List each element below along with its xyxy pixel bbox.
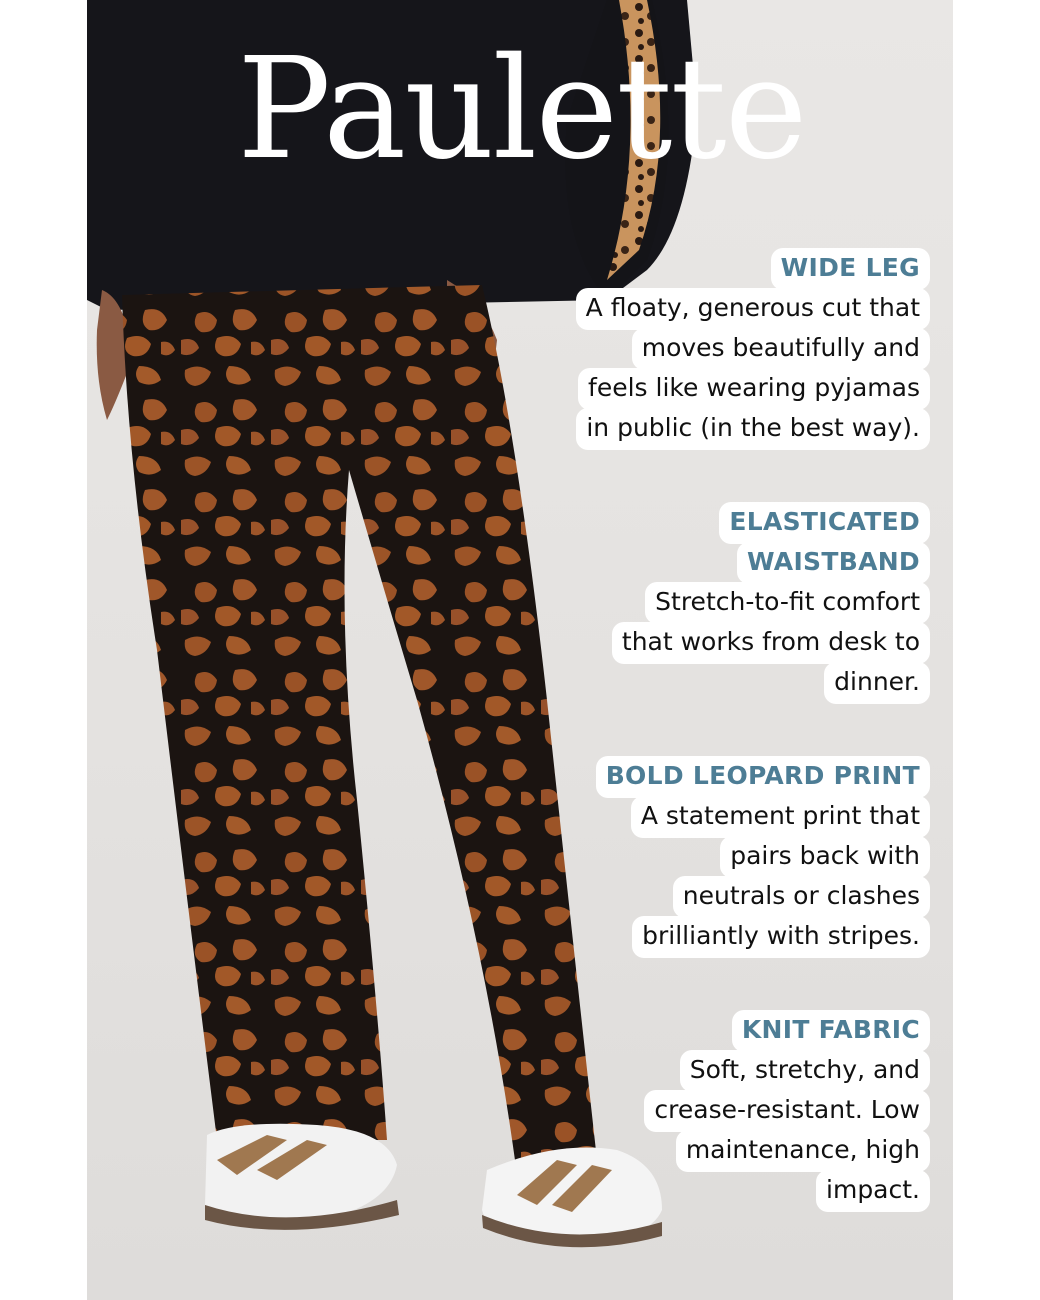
feature-heading: WAISTBAND — [737, 542, 930, 584]
feature-text: dinner. — [824, 662, 930, 704]
feature-text: moves beautifully and — [632, 328, 930, 370]
feature-text: A statement print that — [631, 796, 930, 838]
feature-wide-leg — [576, 248, 930, 450]
feature-knit-fabric — [644, 1010, 930, 1212]
feature-text: maintenance, high — [676, 1130, 930, 1172]
feature-text: pairs back with — [720, 836, 930, 878]
feature-elasticated-waistband — [612, 502, 930, 704]
feature-text: Soft, stretchy, and — [680, 1050, 930, 1092]
feature-text: that works from desk to — [612, 622, 930, 664]
feature-heading: WIDE LEG — [771, 248, 930, 290]
feature-text: Stretch-to-fit comfort — [645, 582, 930, 624]
feature-text: feels like wearing pyjamas — [578, 368, 930, 410]
feature-text: crease-resistant. Low — [644, 1090, 930, 1132]
product-title: Paulette — [237, 28, 806, 191]
feature-text: brilliantly with stripes. — [632, 916, 930, 958]
feature-heading: KNIT FABRIC — [732, 1010, 930, 1052]
feature-text: in public (in the best way). — [576, 408, 930, 450]
feature-heading: ELASTICATED — [719, 502, 930, 544]
feature-heading: BOLD LEOPARD PRINT — [596, 756, 930, 798]
feature-text: neutrals or clashes — [673, 876, 930, 918]
feature-text: impact. — [816, 1170, 930, 1212]
feature-bold-leopard-print — [596, 756, 930, 958]
feature-text: A floaty, generous cut that — [576, 288, 930, 330]
